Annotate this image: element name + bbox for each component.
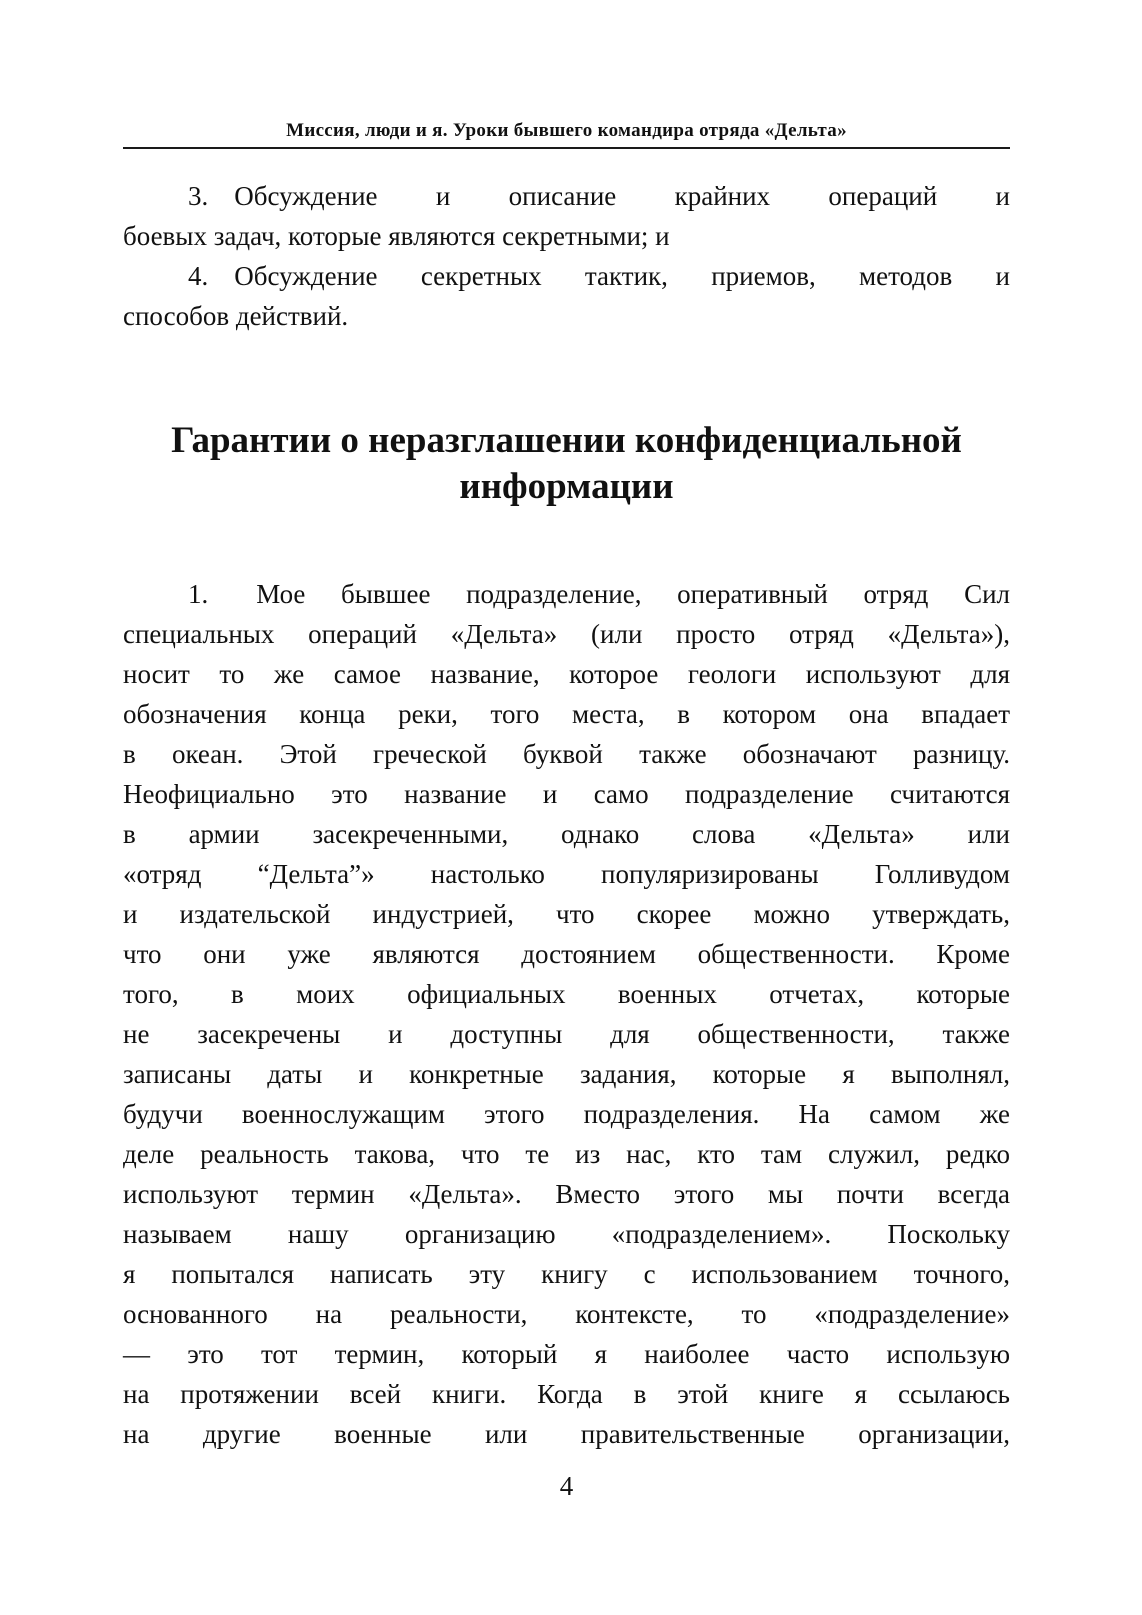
header-rule	[123, 147, 1010, 149]
list-number: 3.	[188, 181, 209, 211]
text-line: не засекречены и доступны для общественности, также	[123, 1019, 1010, 1049]
heading-line: Гарантии о неразглашении конфиденциальной	[171, 420, 962, 461]
text-line: того, в моих официальных военных отчетах, которые	[123, 979, 1010, 1009]
running-header: Миссия, люди и я. Уроки бывшего командира отряда «Дельта»	[286, 120, 847, 141]
text-line: и издательской индустрией, что скорее можно утверждать,	[123, 899, 1010, 929]
text-line: боевых задач, которые являются секретными; и	[123, 221, 670, 251]
list-item-3	[123, 176, 1010, 256]
text-line: способов действий.	[123, 301, 349, 331]
line-text: Обсуждение и описание крайних операций и	[234, 181, 1010, 211]
paragraph-1-lines	[123, 614, 1010, 1454]
text-line: носит то же самое название, которое геологи используют для	[123, 659, 1010, 689]
page-number: 4	[559, 1471, 574, 1501]
text-line: — это тот термин, который я наиболее часто использую	[123, 1339, 1010, 1369]
text-line: на другие военные или правительственные организации,	[123, 1419, 1010, 1449]
paragraph-1	[123, 574, 1010, 1454]
text-line: обозначения конца реки, того места, в котором она впадает	[123, 699, 1010, 729]
text-line: «отряд “Дельта”» настолько популяризированы Голливудом	[123, 859, 1010, 889]
text-line	[123, 256, 1010, 296]
text-line: что они уже являются достоянием общественности. Кроме	[123, 939, 1010, 969]
paragraph-number: 1.	[188, 579, 209, 609]
text-line: записаны даты и конкретные задания, которые я выполнял,	[123, 1059, 1010, 1089]
text-line	[123, 574, 1010, 614]
text-line: будучи военнослужащим этого подразделения. На самом же	[123, 1099, 1010, 1129]
heading-line: информации	[459, 466, 674, 507]
section-heading	[123, 418, 1010, 510]
text-line: называем нашу организацию «подразделением». Поскольку	[123, 1219, 1010, 1249]
text-line: деле реальность такова, что те из нас, кто там служил, редко	[123, 1139, 1010, 1169]
text-line: Неофициально это название и само подразделение считаются	[123, 779, 1010, 809]
text-line: специальных операций «Дельта» (или просто отряд «Дельта»),	[123, 619, 1010, 649]
text-line: я попытался написать эту книгу с использованием точного,	[123, 1259, 1010, 1289]
line-text: Обсуждение секретных тактик, приемов, методов и	[234, 261, 1010, 291]
text-line: в армии засекреченными, однако слова «Дельта» или	[123, 819, 1010, 849]
text-line: основанного на реальности, контексте, то «подразделение»	[123, 1299, 1010, 1329]
text-line: в океан. Этой греческой буквой также обозначают разницу.	[123, 739, 1010, 769]
text-line: на протяжении всей книги. Когда в этой книге я ссылаюсь	[123, 1379, 1010, 1409]
text-line: используют термин «Дельта». Вместо этого мы почти всегда	[123, 1179, 1010, 1209]
list-number: 4.	[188, 261, 209, 291]
text-line	[123, 176, 1010, 216]
line-text: Мое бывшее подразделение, оперативный отряд Сил	[256, 579, 1010, 609]
list-item-4	[123, 256, 1010, 336]
